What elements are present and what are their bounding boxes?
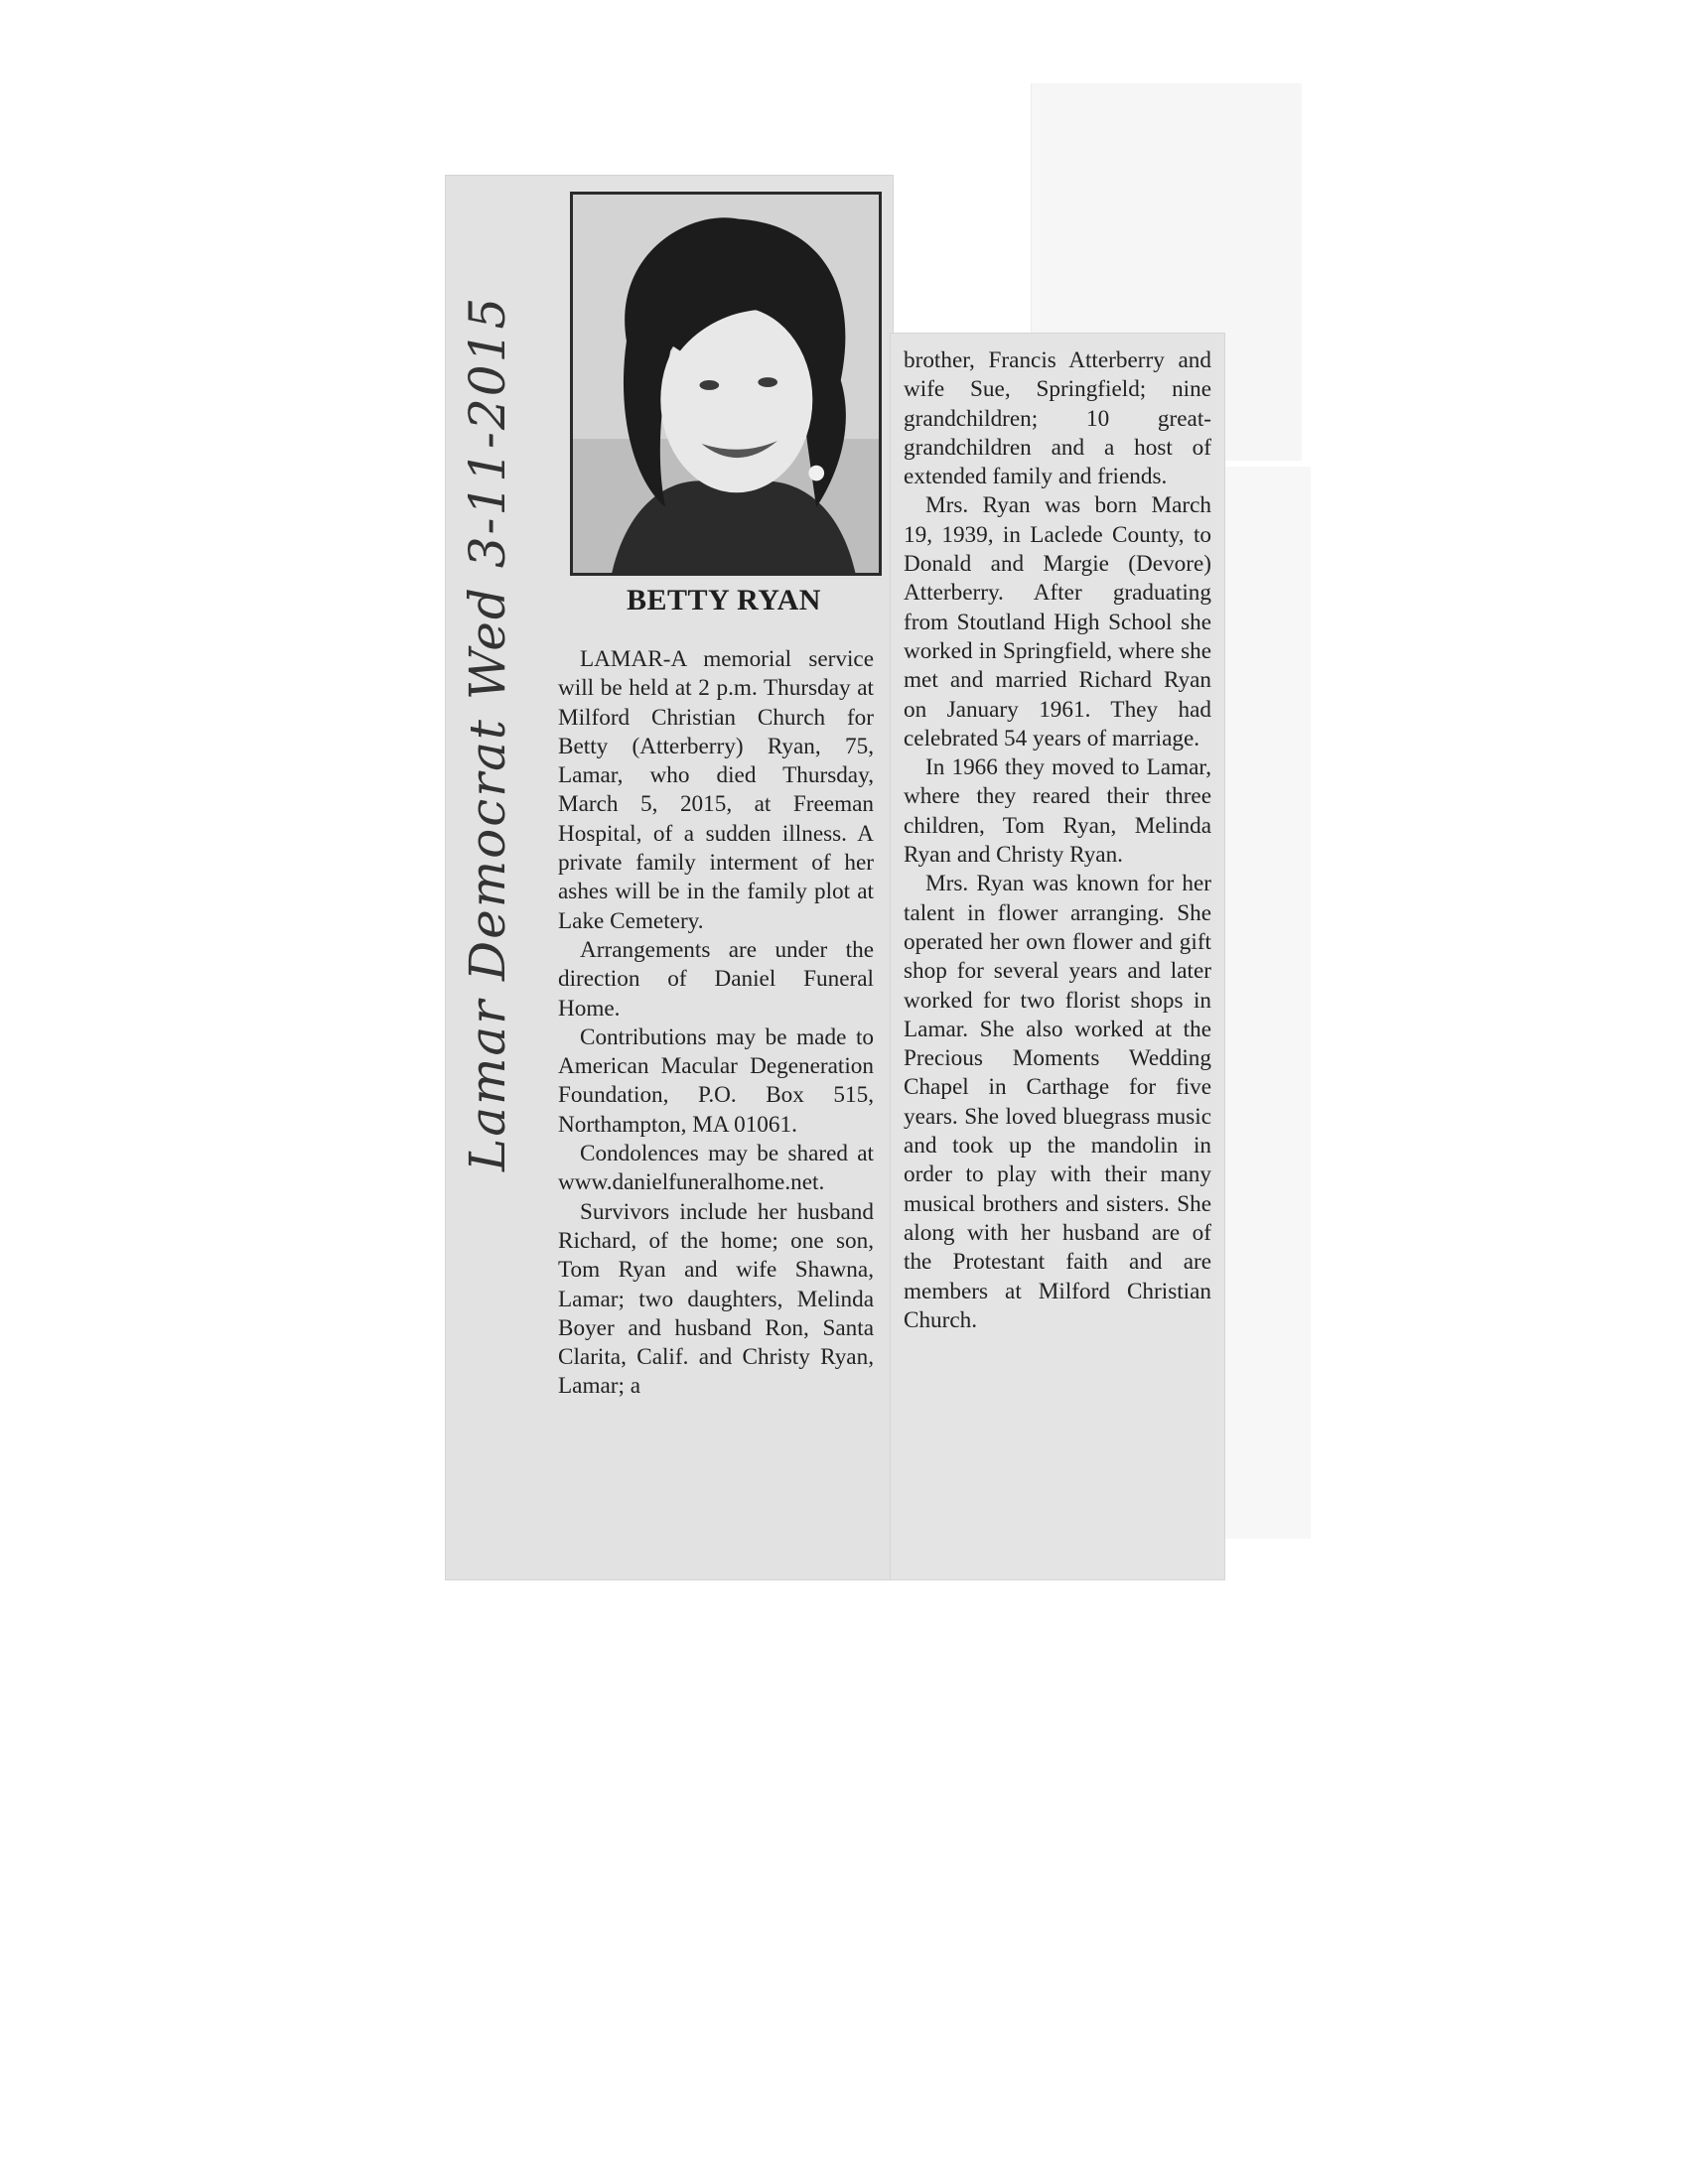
paragraph-contributions: Contributions may be made to American Macular Degeneration Foundation, P.O. Box 515, Northampton, MA 01061. [558, 1024, 874, 1138]
obituary-right-column [904, 346, 1211, 1335]
paragraph-survivors: Survivors include her husband Richard, of the home; one son, Tom Ryan and wife Shawna, Lamar; two daughters, Melinda Boyer and husband Ron, Santa Clarita, Calif. and Christy Ryan, Lamar; a [558, 1198, 874, 1400]
paragraph-condolences: Condolences may be shared at www.danielfuneralhome.net. [558, 1141, 874, 1196]
paragraph-service: LAMAR-A memorial service will be held at 2 p.m. Thursday at Milford Christian Church for Betty (Atterberry) Ryan, 75, Lamar, who died Thursday, March 5, 2015, at Freeman Hospital, of a sudden illness. A private family interment of her ashes will be in the family plot at Lake Cemetery. [558, 646, 874, 934]
paragraph-survivors-continued: brother, Francis Atterberry and wife Sue, Springfield; nine grandchildren; 10 great-grandchildren and a host of extended family and friends. [904, 347, 1211, 490]
paragraph-arrangements: Arrangements are under the direction of Daniel Funeral Home. [558, 936, 874, 1022]
portrait-photo-icon [570, 192, 882, 576]
obituary-headline: BETTY RYAN [627, 584, 821, 616]
paragraph-interests: Mrs. Ryan was known for her talent in flower arranging. She operated her own flower and gift shop for several years and later worked for two florist shops in Lamar. She also worked at the Precious Moments Wedding Chapel in Carthage for five years. She loved bluegrass music and took up the mandolin in order to play with their many musical brothers and sisters. She along with her husband are of the Protestant faith and are members at Milford Christian Church. [904, 871, 1211, 1333]
handwritten-source-note: Lamar Democrat Wed 3-11-2015 [459, 295, 516, 1171]
paragraph-biography: Mrs. Ryan was born March 19, 1939, in Laclede County, to Donald and Margie (Devore) Atterberry. After graduating from Stoutland High School she worked in Springfield, where she met and married Richard Ryan on January 1961. They had celebrated 54 years of marriage. [904, 492, 1211, 751]
obituary-left-column [558, 645, 874, 1402]
paragraph-lamar: In 1966 they moved to Lamar, where they reared their three children, Tom Ryan, Melinda Ryan and Christy Ryan. [904, 754, 1211, 869]
